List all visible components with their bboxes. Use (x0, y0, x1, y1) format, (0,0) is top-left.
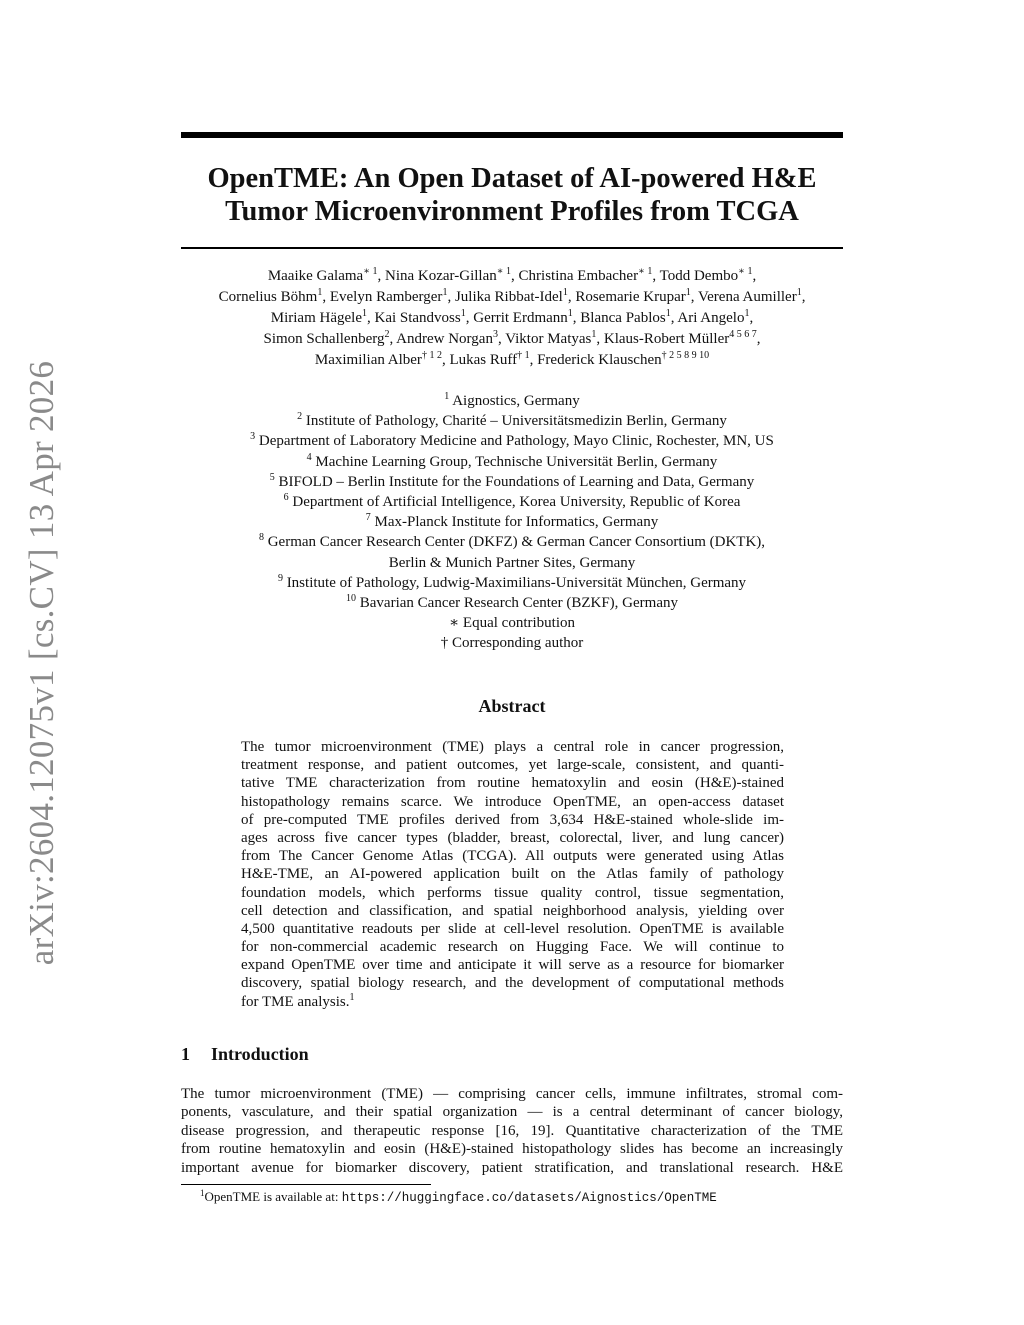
affiliation (181, 593, 843, 613)
introduction-line: disease progression, and therapeutic response [16, 19]. Quantitative characterization of the TME (181, 1122, 843, 1139)
section-number: 1 (181, 1044, 190, 1064)
author-name: Maximilian Alber (314, 352, 422, 368)
author-mark: † 2 5 8 9 10 (661, 350, 710, 361)
author-name: Frederick Klauschen (537, 352, 662, 368)
introduction-line: from routine hematoxylin and eosin (H&E)-stained histopathology slides has become an increasingly (181, 1141, 843, 1158)
affiliation-text: Machine Learning Group, Technische Universität Berlin, Germany (315, 453, 718, 470)
introduction-line: ponents, vasculature, and their spatial organization — is a central determinant of cancer biology, (181, 1104, 843, 1121)
affiliation-mark: 2 (297, 411, 303, 423)
author-mark: † 1 2 (421, 350, 442, 361)
abstract-line: expand OpenTME over time and anticipate it will serve as a resource for biomarker (241, 957, 784, 974)
section-heading-introduction (181, 1044, 309, 1065)
author-mark: 1 (685, 287, 691, 298)
affiliation-text: BIFOLD – Berlin Institute for the Foundations of Learning and Data, Germany (278, 473, 755, 490)
footnote-text: OpenTME is available at: (204, 1189, 339, 1204)
footnote-mark: 1 (200, 1188, 205, 1198)
affiliation-mark: 10 (346, 593, 357, 605)
affiliation (181, 431, 843, 451)
title-bottom-rule (181, 247, 843, 249)
abstract-line: from The Cancer Genome Atlas (TCGA). All outputs were generated using Atlas (241, 848, 784, 865)
abstract-line: 4,500 quantitative readouts per slide at cell-level resolution. OpenTME is available (241, 920, 784, 937)
affiliation-mark: 5 (269, 471, 275, 483)
abstract-line: H&E-TME, an AI-powered application built on the Atlas family of pathology (241, 866, 784, 883)
author-mark: 4 5 6 7 (729, 329, 757, 340)
author-name: Viktor Matyas (505, 331, 592, 347)
author-mark: 1 (460, 308, 466, 319)
author-name: Simon Schallenberg (263, 331, 385, 347)
author-name: Lukas Ruff (449, 352, 518, 368)
abstract-line: discovery, spatial biology research, and the development of computational methods (241, 975, 784, 992)
author-name: Ari Angelo (677, 310, 745, 326)
author-mark: 2 (384, 329, 390, 340)
author-name: Cornelius Böhm (218, 289, 318, 305)
abstract-line: for TME analysis. (241, 993, 350, 1010)
affiliation-text: Aignostics, Germany (452, 393, 580, 409)
author-mark: 3 (492, 329, 498, 340)
abstract-line: The tumor microenvironment (TME) plays a central role in cancer progression, (241, 739, 784, 755)
abstract-heading: Abstract (478, 696, 546, 716)
author-mark: 1 (361, 308, 367, 319)
author-name: Christina Embacher (518, 268, 639, 284)
author-name: Gerrit Erdmann (473, 310, 568, 326)
abstract-line: tative TME characterization from routine hematoxylin and eosin (H&E)-stained (241, 775, 784, 792)
affiliation (181, 573, 843, 593)
abstract-line: treatment response, and patient outcomes, yet large-scale, consistent, and quanti- (241, 757, 784, 774)
author-name: Rosemarie Krupar (575, 289, 686, 305)
introduction-body (181, 1085, 843, 1177)
affiliation-mark: 9 (277, 572, 283, 584)
affiliation (181, 532, 843, 552)
author-mark: 1 (442, 287, 448, 298)
author-mark: † 1 (517, 350, 530, 361)
author-mark: 1 (796, 287, 802, 298)
affiliation-list (181, 391, 843, 654)
author-name: Miriam Hägele (270, 310, 362, 326)
author-name: Blanca Pablos (580, 310, 666, 326)
author-mark: 1 (744, 308, 750, 319)
author-name: Todd Dembo (659, 268, 739, 284)
affiliation-text: Department of Artificial Intelligence, Korea University, Republic of Korea (292, 494, 741, 511)
affiliation-text: Institute of Pathology, Charité – Universitätsmedizin Berlin, Germany (305, 413, 727, 430)
arxiv-identifier-stamp: arXiv:2604.12075v1 [cs.CV] 13 Apr 2026 (22, 360, 61, 966)
title-line-2: Tumor Microenvironment Profiles from TCGA (225, 196, 799, 227)
author-line-5: Maximilian Alber$^{\dagger 1 2}$, Lukas Ruff$^{\dagger 1}$, Frederick Klauschen$^{\dagger 2 5 8 9 10}$ (314, 350, 710, 368)
abstract-line: cell detection and classification, and spatial neighborhood analysis, yielding over (241, 902, 784, 919)
corresponding-author-note: † Corresponding author (440, 635, 584, 652)
author-name: Nina Kozar-Gillan (384, 268, 497, 284)
affiliation-mark: 6 (283, 492, 289, 504)
affiliation (181, 452, 843, 472)
affiliation-text: Max-Planck Institute for Informatics, Germany (374, 514, 659, 531)
affiliation (181, 472, 843, 492)
abstract-line: for non-commercial academic research on Hugging Face. We will continue to (241, 939, 784, 956)
abstract-line: foundation models, which performs tissue quality control, tissue segmentation, (241, 884, 784, 901)
footnote (200, 1189, 717, 1205)
affiliation-text: Berlin & Munich Partner Sites, Germany (388, 554, 636, 571)
title-line-1: OpenTME: An Open Dataset of AI-powered H&E (207, 163, 817, 194)
author-line-1: Maaike Galama$^{∗ 1}$, Nina Kozar-Gillan$^{∗ 1}$, Christina Embacher$^{∗ 1}$, Todd Dembo$^{∗ 1}$, (267, 266, 757, 284)
affiliation-text: German Cancer Research Center (DKFZ) & German Cancer Consortium (DKTK), (267, 534, 766, 551)
affiliation-mark: 8 (258, 532, 264, 544)
affiliation (181, 391, 843, 411)
author-line-4: Simon Schallenberg$^2$, Andrew Norgan$^3$, Viktor Matyas$^1$, Klaus-Robert Müller$^{4 5 6 7}$, (263, 329, 761, 347)
affiliation-mark: 3 (250, 431, 256, 443)
affiliation (181, 411, 843, 431)
author-mark: ∗ 1 (738, 266, 753, 277)
author-name: Evelyn Ramberger (329, 289, 443, 305)
abstract-body (241, 738, 784, 1011)
affiliation (181, 512, 843, 532)
author-name: Verena Aumiller (697, 289, 797, 305)
abstract-line: of pre-computed TME profiles derived from 3,634 H&E-stained whole-slide im- (241, 811, 784, 828)
footnote-reference[interactable]: 1 (349, 991, 355, 1003)
author-mark: ∗ 1 (638, 266, 653, 277)
author-mark: 1 (665, 308, 671, 319)
affiliation (181, 492, 843, 512)
author-name: Kai Standvoss (374, 310, 461, 326)
introduction-line: The tumor microenvironment (TME) — comprising cancer cells, immune infiltrates, stromal com- (181, 1086, 843, 1102)
author-mark: 1 (562, 287, 568, 298)
affiliation-mark: 1 (444, 391, 450, 402)
abstract-line: histopathology remains scarce. We introduce OpenTME, an open-access dataset (241, 793, 784, 810)
author-mark: ∗ 1 (363, 266, 378, 277)
author-name: Klaus-Robert Müller (603, 331, 730, 347)
author-name: Julika Ribbat-Idel (454, 289, 563, 305)
affiliation-text: Institute of Pathology, Ludwig-Maximilians-Universität München, Germany (286, 574, 747, 591)
author-name: Maaike Galama (267, 268, 364, 284)
author-name: Andrew Norgan (396, 331, 493, 347)
author-mark: ∗ 1 (496, 266, 512, 277)
abstract-last-line (241, 993, 784, 1011)
footnote-url-link[interactable]: https://huggingface.co/datasets/Aignostics/OpenTME (341, 1191, 717, 1205)
affiliation-text: Bavarian Cancer Research Center (BZKF), Germany (359, 595, 678, 612)
paper-title (181, 162, 843, 228)
equal-contribution-note: ∗ Equal contribution (448, 615, 575, 632)
affiliation-mark: 4 (306, 451, 312, 463)
author-list (181, 266, 843, 371)
author-mark: 1 (591, 329, 597, 340)
author-line-3: Miriam Hägele$^1$, Kai Standvoss$^1$, Gerrit Erdmann$^1$, Blanca Pablos$^1$, Ari Angelo$^1$, (270, 308, 754, 326)
affiliation (181, 553, 843, 573)
author-mark: 1 (567, 308, 573, 319)
footnote-divider (181, 1184, 431, 1185)
section-title: Introduction (211, 1044, 309, 1064)
affiliation-mark: 7 (365, 512, 371, 524)
affiliation-text: Department of Laboratory Medicine and Pathology, Mayo Clinic, Rochester, MN, US (258, 433, 774, 450)
author-line-2: Cornelius Böhm$^1$, Evelyn Ramberger$^1$, Julika Ribbat-Idel$^1$, Rosemarie Krupar$^1$, Verena Aumiller$^1$, (218, 287, 806, 305)
introduction-line: important avenue for biomarker discovery, patient stratification, and translational research. H&E (181, 1159, 843, 1176)
abstract-line: ages across five cancer types (bladder, breast, colorectal, liver, and lung cancer) (241, 829, 784, 846)
author-mark: 1 (317, 287, 323, 298)
title-top-rule (181, 132, 843, 138)
